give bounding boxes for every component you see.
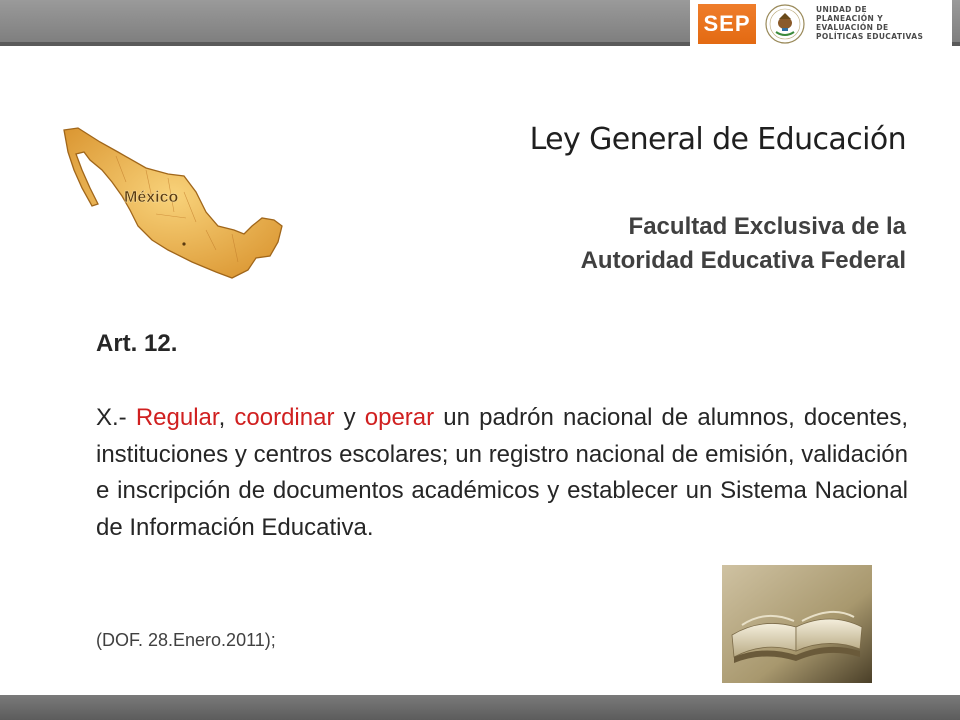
map-label: México <box>124 189 179 206</box>
citation: (DOF. 28.Enero.2011); <box>96 630 276 650</box>
highlight-coordinar: coordinar <box>234 404 335 431</box>
unit-name: UNIDAD DE PLANEACIÓN Y EVALUACIÓN DE POLÍTICAS EDUCATIVAS <box>816 5 924 41</box>
paragraph-separator: y <box>334 404 365 431</box>
paragraph-prefix: X.- <box>96 404 136 431</box>
subtitle-line-2: Autoridad Educativa Federal <box>580 247 906 274</box>
page-title: Ley General de Educación <box>529 122 906 157</box>
subtitle-line-1: Facultad Exclusiva de la <box>628 213 906 240</box>
mexico-map <box>56 122 288 288</box>
open-book-image <box>722 565 872 683</box>
paragraph-separator: , <box>218 404 235 431</box>
sep-logo: SEP <box>698 4 756 44</box>
article-heading: Art. 12. <box>96 330 178 357</box>
highlight-operar: operar <box>364 404 435 431</box>
page-subtitle <box>406 210 906 278</box>
national-seal-icon <box>760 2 810 46</box>
article-paragraph <box>96 400 908 546</box>
highlight-regular: Regular <box>135 404 219 431</box>
bottom-bar <box>0 695 960 720</box>
paragraph-rest: un padrón nacional de alumnos, docentes, instituciones y centros escolares; un registro nacional de emisión, validación e inscripción de documentos académicos y establecer un Sistema Nacional de Información Educativa. <box>96 404 908 541</box>
